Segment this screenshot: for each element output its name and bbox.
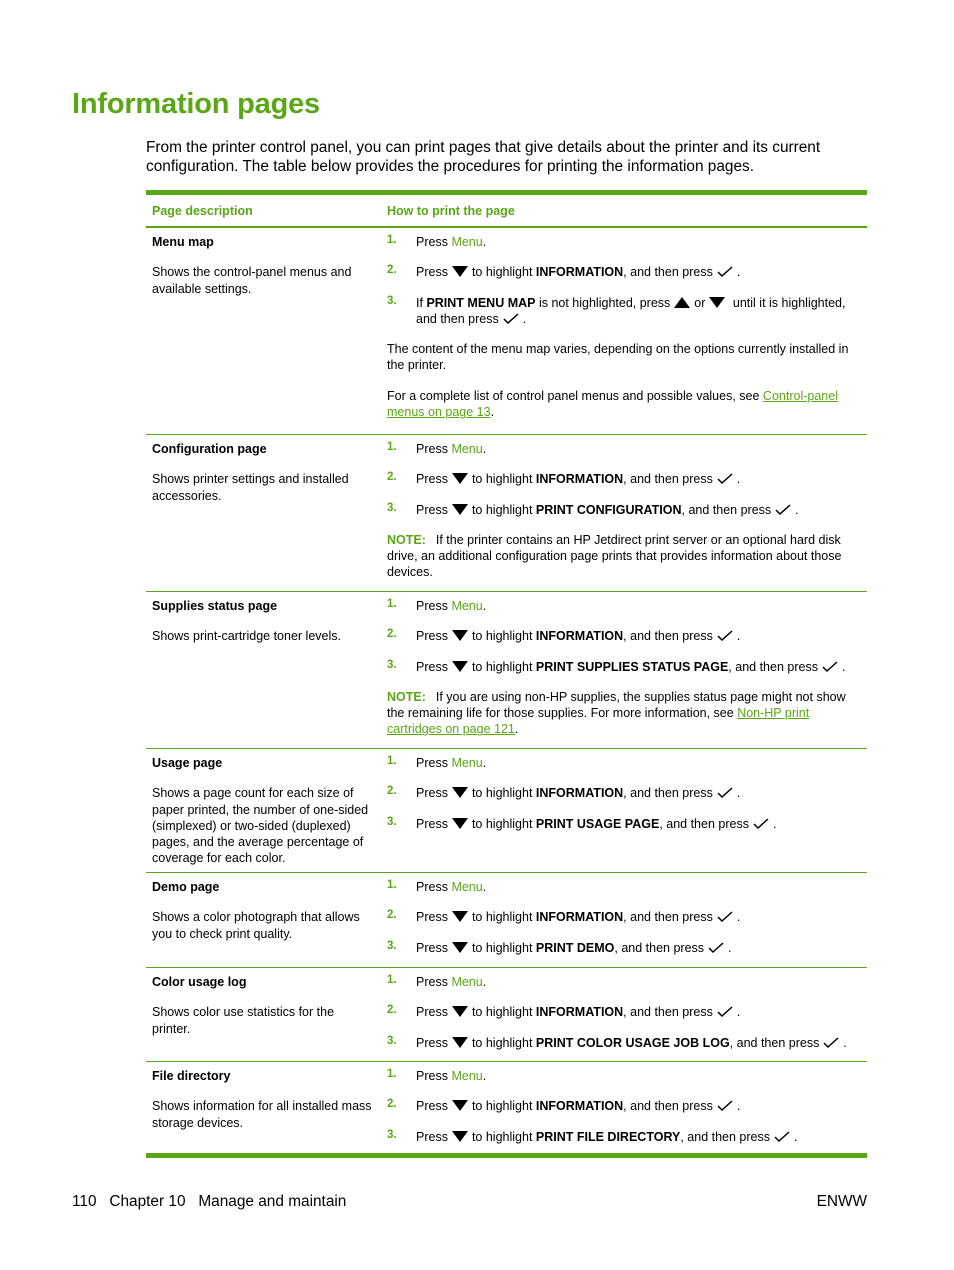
step-1: 1. Press Menu. [387,234,487,249]
up-arrow-icon [674,297,690,309]
row-title: Menu map [152,235,214,249]
step-3: 3. Press to highlight PRINT CONFIGURATION, and then press . [387,501,799,517]
step-2: 2. Press to highlight INFORMATION, and then press . [387,264,741,280]
down-arrow-icon [452,787,468,799]
footer-page-chapter: 110 Chapter 10 Manage and maintain [72,1193,347,1210]
table-header [146,195,867,228]
down-arrow-icon [452,942,468,954]
step-1: 1. Press Menu. [387,974,487,989]
step-1: 1. Press Menu. [387,598,487,613]
header-page-description: Page description [152,203,253,218]
control-panel-reference: For a complete list of control panel menus and possible values, see Control-panel menus on page 13. [387,388,838,420]
step-3: 3. Press to highlight PRINT DEMO, and then press . [387,939,732,955]
down-arrow-icon [452,1131,468,1143]
checkmark-icon [774,1131,790,1143]
table-row-file-directory [146,1061,867,1153]
row-description: Shows information for all installed mass storage devices. [152,1099,372,1130]
menu-button-label: Menu [451,975,483,989]
down-arrow-icon [452,661,468,673]
checkmark-icon [717,1006,733,1018]
checkmark-icon [753,818,769,830]
step-3: 3. If PRINT MENU MAP is not highlighted, press or until it is highlighted, and then press . [387,294,846,326]
menu-button-label: Menu [451,880,483,894]
table-row-usage-page [146,748,867,872]
step-1: 1. Press Menu. [387,441,487,456]
row-title: Usage page [152,756,223,770]
row-title: Configuration page [152,442,267,456]
checkmark-icon [717,630,733,642]
checkmark-icon [708,942,724,954]
down-arrow-icon [452,504,468,516]
step-2: 2. Press to highlight INFORMATION, and then press . [387,628,741,644]
row-title: Demo page [152,880,220,894]
checkmark-icon [823,1037,839,1049]
menu-button-label: Menu [451,442,483,456]
step-1: 1. Press Menu. [387,1068,487,1083]
menu-button-label: Menu [451,599,483,613]
step-2: 2. Press to highlight INFORMATION, and then press . [387,785,741,801]
intro-paragraph: From the printer control panel, you can print pages that give details about the printer and its current configuration. The table below provides the procedures for printing the information pages. [146,139,821,175]
step-2: 2. Press to highlight INFORMATION, and then press . [387,1098,741,1114]
row-description: Shows print-cartridge toner levels. [152,629,341,644]
row-description: Shows a color photograph that allows you to check print quality. [152,910,360,941]
row-title: File directory [152,1069,231,1083]
down-arrow-icon [452,473,468,485]
checkmark-icon [717,266,733,278]
step-1: 1. Press Menu. [387,755,487,770]
footer-enww: ENWW [816,1193,867,1210]
step-3: 3. Press to highlight PRINT USAGE PAGE, and then press . [387,815,777,831]
row-description: Shows color use statistics for the printer. [152,1005,335,1036]
header-how-to-print: How to print the page [387,203,515,218]
note: NOTE: If the printer contains an HP Jetdirect print server or an optional hard disk drive, an additional configuration page prints that provides information about those devices. [387,532,842,580]
row-description: Shows the control-panel menus and available settings. [152,265,352,296]
table-row-menu-map [146,228,867,434]
down-arrow-icon [709,297,725,309]
non-hp-cartridges-link[interactable]: Non-HP print cartridges on page 121 [387,706,810,737]
table-row-color-usage-log [146,967,867,1061]
step-1: 1. Press Menu. [387,879,487,894]
step-3: 3. Press to highlight PRINT COLOR USAGE JOB LOG, and then press . [387,1034,847,1050]
down-arrow-icon [452,818,468,830]
table-row-configuration-page [146,434,867,591]
page-title: Information pages [72,88,320,120]
step-3: 3. Press to highlight PRINT FILE DIRECTORY, and then press . [387,1128,798,1144]
down-arrow-icon [452,911,468,923]
checkmark-icon [822,661,838,673]
row-title: Supplies status page [152,599,278,613]
information-pages-table [146,190,867,1158]
control-panel-menus-link[interactable]: Control-panel menus on page 13 [387,388,838,420]
down-arrow-icon [452,1006,468,1018]
checkmark-icon [717,1100,733,1112]
table-row-supplies-status-page [146,591,867,748]
checkmark-icon [775,504,791,516]
row-title: Color usage log [152,975,247,989]
row-description: Shows a page count for each size of paper printed, the number of one-sided (simplexed) or two-sided (duplexed) pages, and the average percentage of coverage for each color. [152,786,369,866]
checkmark-icon [717,473,733,485]
down-arrow-icon [452,266,468,278]
table-row-demo-page [146,872,867,967]
menu-button-label: Menu [451,756,483,770]
step-3: 3. Press to highlight PRINT SUPPLIES STATUS PAGE, and then press . [387,658,846,674]
step-2: 2. Press to highlight INFORMATION, and then press . [387,1004,741,1020]
checkmark-icon [717,911,733,923]
step-2: 2. Press to highlight INFORMATION, and then press . [387,471,741,487]
down-arrow-icon [452,1037,468,1049]
checkmark-icon [503,313,519,325]
row-description: Shows printer settings and installed accessories. [152,472,349,503]
menu-button-label: Menu [451,235,483,249]
menu-button-label: Menu [451,1069,483,1083]
down-arrow-icon [452,1100,468,1112]
note: NOTE: If you are using non-HP supplies, the supplies status page might not show the remaining life for those supplies. For more information, see Non-HP print cartridges on page 121. [387,689,846,737]
menu-map-note-paragraph: The content of the menu map varies, depending on the options currently installed in the printer. [387,342,849,373]
step-2: 2. Press to highlight INFORMATION, and then press . [387,909,741,925]
down-arrow-icon [452,630,468,642]
checkmark-icon [717,787,733,799]
